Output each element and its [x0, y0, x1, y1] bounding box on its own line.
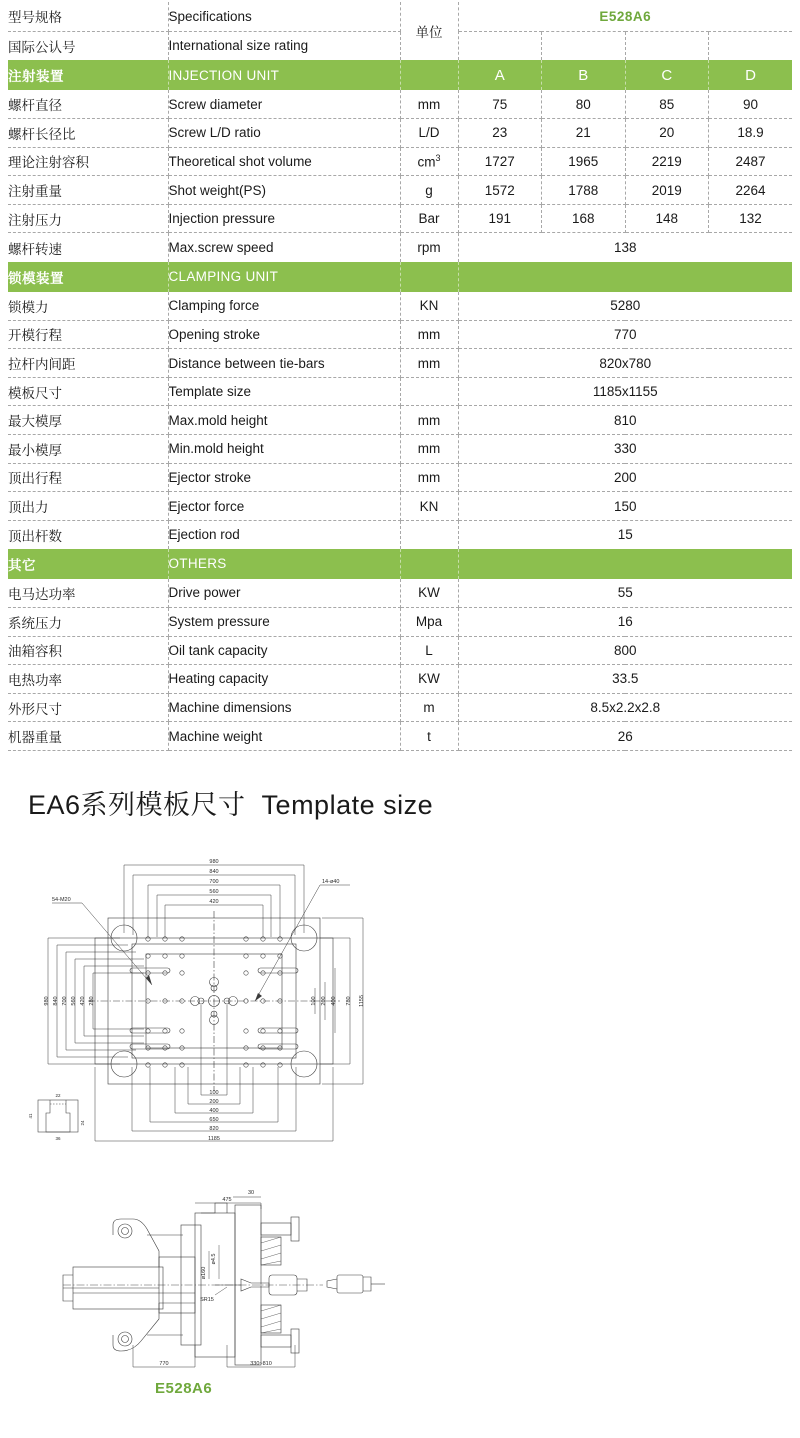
row-label-en: Clamping force — [168, 292, 400, 321]
row-value-span: 330 — [458, 435, 792, 464]
row-unit: mm — [400, 435, 458, 464]
unit-exponent: 3 — [435, 153, 441, 164]
column-header-d: D — [709, 60, 793, 90]
machine-side-view-drawing — [55, 1190, 395, 1375]
dim-top-560: 560 — [209, 889, 219, 895]
template-size-heading — [28, 783, 433, 822]
table-row — [8, 292, 792, 321]
dim-right-100: 100 — [311, 996, 317, 1006]
row-label-en: System pressure — [168, 608, 400, 637]
row-value: 2264 — [709, 176, 793, 205]
dim-bottom-1185: 1185 — [208, 1136, 220, 1142]
row-label-en: Oil tank capacity — [168, 636, 400, 665]
row-value: 20 — [625, 119, 709, 148]
table-row — [8, 147, 792, 176]
dim-nozzle-d160: ø160 — [201, 1266, 207, 1280]
heading-en: Template size — [261, 790, 434, 820]
dim-right-1155: 1155 — [359, 995, 365, 1007]
row-label-cn: 理论注射容积 — [8, 147, 168, 176]
row-label-cn: 顶出杆数 — [8, 520, 168, 549]
header-rating-en: International size rating — [168, 31, 400, 60]
dim-machine-30: 30 — [247, 1190, 255, 1196]
row-label-en: Shot weight(PS) — [168, 176, 400, 205]
row-value: 191 — [458, 204, 542, 233]
row-label-cn: 注射重量 — [8, 176, 168, 205]
row-label-en: Machine weight — [168, 722, 400, 751]
row-value-span: 810 — [458, 406, 792, 435]
row-value: 1788 — [542, 176, 626, 205]
specification-table — [8, 2, 792, 751]
dim-bottom-200: 200 — [209, 1099, 219, 1105]
row-unit: Mpa — [400, 608, 458, 637]
dim-top-700: 700 — [209, 879, 219, 885]
row-label-en: Distance between tie-bars — [168, 349, 400, 378]
row-value: 2487 — [709, 147, 793, 176]
row-label-cn: 电热功率 — [8, 665, 168, 694]
row-value-span: 150 — [458, 492, 792, 521]
row-unit: L/D — [400, 119, 458, 148]
section-clamping-blank — [458, 262, 792, 292]
row-unit: mm — [400, 349, 458, 378]
row-label-cn: 最小模厚 — [8, 435, 168, 464]
heading-cn: EA6系列模板尺寸 — [28, 790, 246, 820]
section-clamping-cn: 锁模装置 — [8, 262, 168, 292]
section-clamping-unit — [400, 262, 458, 292]
table-row — [8, 463, 792, 492]
dim-tslot-22: 22 — [55, 1093, 61, 1098]
row-label-en: Min.mold height — [168, 435, 400, 464]
row-unit: KN — [400, 492, 458, 521]
row-label-cn: 螺杆直径 — [8, 90, 168, 119]
section-injection-cn: 注射装置 — [8, 60, 168, 90]
dim-left-700: 700 — [62, 996, 68, 1006]
row-label-cn: 螺杆转速 — [8, 233, 168, 262]
row-unit — [400, 520, 458, 549]
dim-top-980: 980 — [209, 859, 219, 865]
drawing-caption: E528A6 — [155, 1380, 213, 1397]
row-value: 18.9 — [709, 119, 793, 148]
row-unit: KN — [400, 292, 458, 321]
row-label-en: Ejector force — [168, 492, 400, 521]
dim-machine-475: 475 — [222, 1197, 232, 1203]
dim-bottom-100: 100 — [209, 1090, 219, 1096]
row-value: 90 — [709, 90, 793, 119]
row-label-cn: 油箱容积 — [8, 636, 168, 665]
dim-right-400: 400 — [331, 996, 337, 1006]
row-unit: L — [400, 636, 458, 665]
row-unit: t — [400, 722, 458, 751]
row-value: 2019 — [625, 176, 709, 205]
table-row — [8, 320, 792, 349]
row-value-span: 200 — [458, 463, 792, 492]
row-value: 132 — [709, 204, 793, 233]
table-body — [8, 2, 792, 750]
section-others-en: OTHERS — [168, 549, 400, 579]
row-value: 1965 — [542, 147, 626, 176]
row-label-en: Injection pressure — [168, 204, 400, 233]
table-row — [8, 520, 792, 549]
row-value: 80 — [542, 90, 626, 119]
dim-bottom-400: 400 — [209, 1108, 219, 1114]
row-value: 148 — [625, 204, 709, 233]
row-value: 85 — [625, 90, 709, 119]
dim-right-200: 200 — [321, 996, 327, 1006]
row-label-en: Ejection rod — [168, 520, 400, 549]
section-injection-en: INJECTION UNIT — [168, 60, 400, 90]
table-row — [8, 377, 792, 406]
header-blank-b — [542, 31, 626, 60]
dim-bottom-820: 820 — [209, 1126, 219, 1132]
row-label-cn: 外形尺寸 — [8, 693, 168, 722]
table-row — [8, 90, 792, 119]
header-spec-cn: 型号规格 — [8, 2, 168, 31]
row-value: 21 — [542, 119, 626, 148]
row-value: 2219 — [625, 147, 709, 176]
dim-tslot-36: 36 — [55, 1136, 61, 1141]
row-label-en: Theoretical shot volume — [168, 147, 400, 176]
column-header-c: C — [625, 60, 709, 90]
row-value: 1727 — [458, 147, 542, 176]
row-unit — [400, 147, 458, 176]
row-label-cn: 电马达功率 — [8, 579, 168, 608]
table-header-row-1 — [8, 2, 792, 31]
table-row — [8, 119, 792, 148]
dim-bottom-650: 650 — [209, 1117, 219, 1123]
row-value-span: 16 — [458, 608, 792, 637]
row-label-en: Screw L/D ratio — [168, 119, 400, 148]
header-model-name: E528A6 — [458, 2, 792, 31]
header-unit-label: 单位 — [400, 2, 458, 60]
row-unit: mm — [400, 90, 458, 119]
row-label-cn: 注射压力 — [8, 204, 168, 233]
row-label-cn: 开模行程 — [8, 320, 168, 349]
row-unit: mm — [400, 320, 458, 349]
table-row — [8, 693, 792, 722]
table-row — [8, 204, 792, 233]
row-value-span: 800 — [458, 636, 792, 665]
dim-nozzle-sr15: SR15 — [200, 1297, 214, 1303]
row-unit: rpm — [400, 233, 458, 262]
section-others-unit — [400, 549, 458, 579]
dim-tslot-24: 24 — [80, 1120, 85, 1126]
table-row — [8, 435, 792, 464]
row-label-en: Template size — [168, 377, 400, 406]
callout-54-m20: 54-M20 — [52, 897, 71, 903]
section-header-others — [8, 549, 792, 579]
section-header-clamping — [8, 262, 792, 292]
row-label-cn: 拉杆内间距 — [8, 349, 168, 378]
row-value-span: 5280 — [458, 292, 792, 321]
table-row — [8, 406, 792, 435]
callout-14-d40: 14-ø40 — [322, 879, 340, 885]
row-unit: mm — [400, 406, 458, 435]
row-value: 23 — [458, 119, 542, 148]
row-value-span: 15 — [617, 527, 633, 543]
dim-left-840: 840 — [53, 996, 59, 1006]
row-label-cn: 系统压力 — [8, 608, 168, 637]
row-value: 75 — [458, 90, 542, 119]
row-unit: KW — [400, 579, 458, 608]
row-value-span: 138 — [613, 240, 637, 256]
row-label-en: Ejector stroke — [168, 463, 400, 492]
table-row — [8, 608, 792, 637]
table-row — [8, 665, 792, 694]
table-row — [8, 492, 792, 521]
dim-top-420: 420 — [209, 899, 219, 905]
row-value: 1572 — [458, 176, 542, 205]
dim-tslot-41: 41 — [28, 1113, 33, 1119]
column-header-b: B — [542, 60, 626, 90]
row-value-span: 55 — [458, 579, 792, 608]
row-value-span: 770 — [458, 320, 792, 349]
row-value-span: 1185x1155 — [458, 377, 792, 406]
row-unit: mm — [400, 463, 458, 492]
table-row — [8, 233, 792, 262]
header-spec-en: Specifications — [168, 2, 400, 31]
dim-machine-770: 770 — [159, 1361, 169, 1367]
row-label-cn: 顶出行程 — [8, 463, 168, 492]
dim-right-780: 780 — [346, 996, 352, 1006]
table-row — [8, 579, 792, 608]
dim-left-420: 420 — [80, 996, 86, 1006]
row-value-span: 33.5 — [458, 665, 792, 694]
dim-nozzle-d45: ø4.5 — [211, 1253, 217, 1265]
row-label-cn: 机器重量 — [8, 722, 168, 751]
table-row — [8, 722, 792, 751]
row-label-en: Max.screw speed — [168, 233, 400, 262]
dim-top-840: 840 — [209, 869, 219, 875]
row-value-span: 8.5x2.2x2.8 — [458, 693, 792, 722]
row-label-en: Machine dimensions — [168, 693, 400, 722]
section-others-blank — [458, 549, 792, 579]
row-label-en: Drive power — [168, 579, 400, 608]
section-header-injection — [8, 60, 792, 90]
row-label-en: Screw diameter — [168, 90, 400, 119]
dim-left-280: 280 — [89, 996, 95, 1006]
column-header-a: A — [458, 60, 542, 90]
table-row — [8, 349, 792, 378]
header-blank-c — [625, 31, 709, 60]
row-unit: Bar — [400, 204, 458, 233]
unit-base: cm — [417, 154, 436, 170]
section-clamping-en: CLAMPING UNIT — [168, 262, 400, 292]
dim-machine-330-810: 330~810 — [250, 1361, 272, 1367]
header-blank-a — [458, 31, 542, 60]
header-rating-cn: 国际公认号 — [8, 31, 168, 60]
table-row — [8, 176, 792, 205]
row-value-span: 26 — [458, 722, 792, 751]
row-unit — [400, 377, 458, 406]
row-unit: m — [400, 693, 458, 722]
dim-left-560: 560 — [71, 996, 77, 1006]
row-label-en: Opening stroke — [168, 320, 400, 349]
dim-left-980: 980 — [44, 996, 50, 1006]
row-value-span: 820x780 — [458, 349, 792, 378]
row-label-cn: 锁模力 — [8, 292, 168, 321]
table-row — [8, 636, 792, 665]
header-blank-d — [709, 31, 793, 60]
row-label-en: Max.mold height — [168, 406, 400, 435]
section-others-cn: 其它 — [8, 549, 168, 579]
row-label-cn: 模板尺寸 — [8, 377, 168, 406]
row-label-en: Heating capacity — [168, 665, 400, 694]
row-unit: KW — [400, 665, 458, 694]
section-injection-unit — [400, 60, 458, 90]
row-label-cn: 顶出力 — [8, 492, 168, 521]
row-value: 168 — [542, 204, 626, 233]
row-unit: g — [400, 176, 458, 205]
row-label-cn: 螺杆长径比 — [8, 119, 168, 148]
template-platen-drawing — [20, 845, 410, 1155]
row-label-cn: 最大模厚 — [8, 406, 168, 435]
